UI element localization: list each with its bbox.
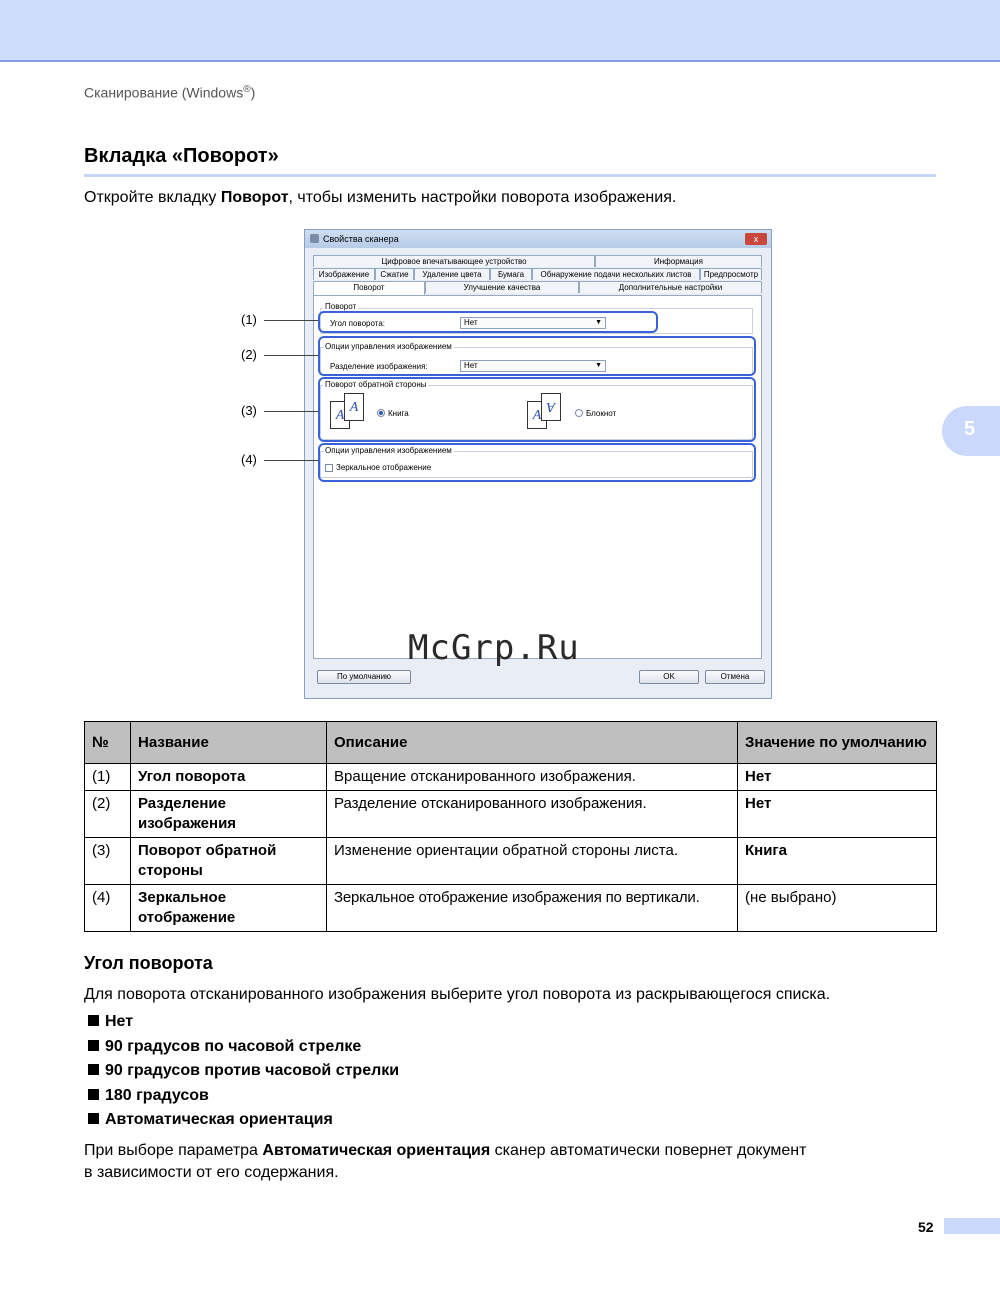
dialog-titlebar [305,230,771,248]
watermark: McGrp.Ru [408,628,580,668]
tab-enhancement[interactable]: Улучшение качества [425,281,579,293]
chapter-tab: 5 [942,406,1000,456]
highlight-2 [318,336,756,376]
table-row: (3) Поворот обратной стороны Изменение ориентации обратной стороны листа. Книга [85,838,937,885]
table-row: (1) Угол поворота Вращение отсканированного изображения. Нет [85,764,937,791]
cancel-button[interactable]: Отмена [705,670,765,684]
header-description: Описание [327,722,738,764]
group-image-control-2-label: Опции управления изображением [325,446,452,455]
rotation-subheading: Угол поворота [84,953,213,973]
callout-2: (2) [241,347,257,362]
page-number-bar [944,1218,1000,1234]
settings-table [84,721,937,932]
notepad-orientation-icon: A A [527,393,563,431]
tab-digital-imprinter[interactable]: Цифровое впечатывающее устройство [313,255,595,267]
book-label: Книга [388,409,409,418]
rotation-description: Для поворота отсканированного изображения выберите угол поворота из раскрывающегося списка. [84,986,831,1003]
section-title: Вкладка «Поворот» [84,145,279,167]
callout-1: (1) [241,312,257,327]
bullet-icon [88,1113,99,1124]
tab-multifeed-detection[interactable]: Обнаружение подачи нескольких листов [532,268,700,280]
bullet-icon [88,1040,99,1051]
bullet-icon [88,1015,99,1026]
group-back-rotation-label: Поворот обратной стороны [325,380,427,389]
group-rotation-label: Поворот [325,302,357,311]
top-band [0,0,1000,62]
group-image-control-label: Опции управления изображением [325,342,452,351]
callout-line-2 [264,355,318,356]
header-default: Значение по умолчанию [738,722,937,764]
chevron-down-icon: ▼ [595,319,602,326]
list-item: 180 градусов [88,1087,209,1105]
tab-row-2 [313,268,762,280]
tab-compression[interactable]: Сжатие [375,268,414,280]
page-number: 52 [918,1219,934,1235]
rotation-angle-label: Угол поворота: [330,319,385,328]
callout-line-3 [264,411,318,412]
callout-line-1 [264,320,318,321]
highlight-1 [318,311,658,333]
running-header: Сканирование (Windows®) [84,84,256,101]
list-item: Автоматическая ориентация [88,1111,333,1129]
tab-row-1 [313,255,762,267]
scanner-icon [310,234,319,243]
mirror-label: Зеркальное отображение [336,463,432,472]
table-row: (4) Зеркальное отображение Зеркальное отображение изображения по вертикали. (не выбрано) [85,885,937,932]
header-num: № [85,722,131,764]
callout-line-4 [264,460,318,461]
callout-4: (4) [241,452,257,467]
auto-orientation-note: При выборе параметра Автоматическая ориентация сканер автоматически повернет документ в зависимости от его содержания. [84,1142,807,1181]
split-image-label: Разделение изображения: [330,362,428,371]
highlight-3 [318,377,756,442]
rotation-angle-select[interactable]: Нет ▼ [460,317,606,329]
tab-color-dropout[interactable]: Удаление цвета [414,268,490,280]
callout-3: (3) [241,403,257,418]
header-name: Название [131,722,327,764]
chevron-down-icon: ▼ [595,362,602,369]
table-row: (2) Разделение изображения Разделение отсканированного изображения. Нет [85,791,937,838]
tab-paper[interactable]: Бумага [490,268,532,280]
book-orientation-icon: A A [330,393,366,431]
highlight-4 [318,443,756,482]
list-item: 90 градусов против часовой стрелки [88,1062,399,1080]
default-button[interactable]: По умолчанию [317,670,411,684]
bullet-icon [88,1064,99,1075]
section-rule [84,174,936,177]
dialog-title: Свойства сканера [323,234,399,244]
ok-button[interactable]: OK [639,670,699,684]
tab-row-3 [313,281,762,293]
close-icon[interactable]: x [745,233,767,245]
tab-additional-settings[interactable]: Дополнительные настройки [579,281,762,293]
tab-rotation[interactable]: Поворот [313,281,425,295]
list-item: Нет [88,1013,133,1031]
tab-image[interactable]: Изображение [313,268,375,280]
table-header-row [85,722,937,764]
intro-text: Откройте вкладку Поворот, чтобы изменить настройки поворота изображения. [84,189,677,206]
bullet-icon [88,1089,99,1100]
tab-preview[interactable]: Предпросмотр [700,268,762,280]
list-item: 90 градусов по часовой стрелке [88,1038,361,1056]
tab-information[interactable]: Информация [595,255,762,267]
notepad-label: Блокнот [586,409,617,418]
split-image-select[interactable]: Нет ▼ [460,360,606,372]
